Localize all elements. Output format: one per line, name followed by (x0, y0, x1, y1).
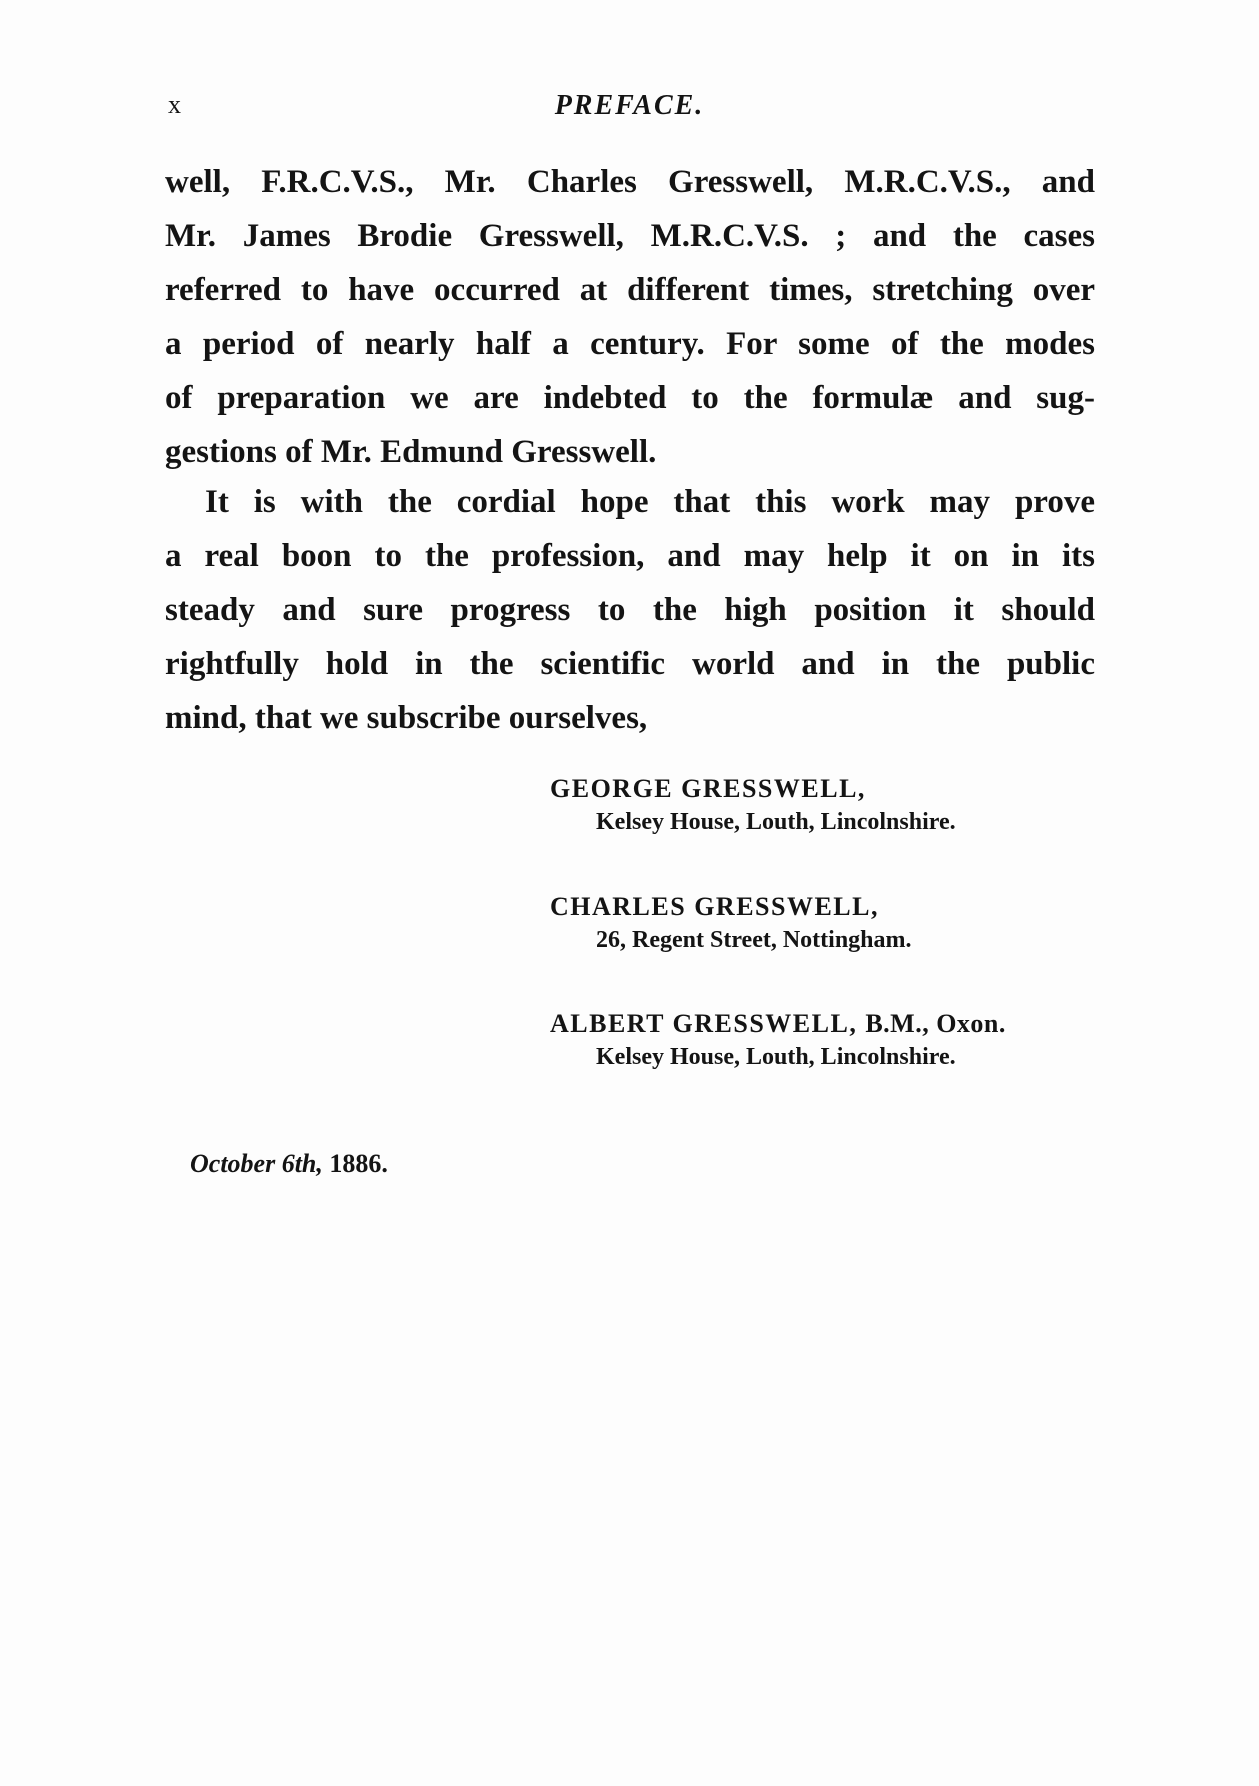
text-line: referred to have occurred at different times, stretching over (165, 272, 1095, 308)
text-line: mind, that we subscribe ourselves, (165, 700, 648, 736)
text-line: a period of nearly half a century. For some of the modes (165, 326, 1095, 362)
signatory-address: Kelsey House, Louth, Lincolnshire. (596, 1044, 956, 1070)
signatory-address: Kelsey House, Louth, Lincolnshire. (596, 809, 956, 835)
preface-date (190, 1148, 388, 1180)
signatory-albert (550, 1007, 1110, 1073)
signatory-name-text: GEORGE GRESSWELL, (550, 774, 866, 803)
signatory-name (550, 1007, 1110, 1041)
text-line: a real boon to the profession, and may help it on in its (165, 538, 1095, 574)
date-month-day: October 6th, (190, 1149, 323, 1178)
text-line: It is with the cordial hope that this work may prove (205, 484, 1095, 520)
signatory-name (550, 890, 1110, 924)
text-line: steady and sure progress to the high position it should (165, 592, 1095, 628)
text-line: Mr. James Brodie Gresswell, M.R.C.V.S. ; and the cases (165, 218, 1095, 254)
text-line: gestions of Mr. Edmund Gresswell. (165, 434, 657, 470)
signatory-name (550, 772, 1110, 806)
text-line: of preparation we are indebted to the formulæ and sug- (165, 380, 1095, 416)
signatory-george (550, 772, 1110, 838)
signatory-degree: B.M., Oxon. (865, 1009, 1006, 1038)
text-line: rightfully hold in the scientific world and in the public (165, 646, 1095, 682)
text-line: well, F.R.C.V.S., Mr. Charles Gresswell, M.R.C.V.S., and (165, 164, 1095, 200)
page-number: x (168, 90, 181, 119)
date-year: 1886. (329, 1149, 388, 1178)
paragraph-continuation (165, 155, 1095, 479)
paragraph-closing (165, 475, 1095, 745)
signatory-name-text: CHARLES GRESSWELL, (550, 892, 879, 921)
signatory-charles (550, 890, 1110, 956)
signatory-address: 26, Regent Street, Nottingham. (596, 927, 912, 953)
signatory-name-text: ALBERT GRESSWELL, (550, 1009, 858, 1038)
running-head: PREFACE. (554, 90, 705, 121)
